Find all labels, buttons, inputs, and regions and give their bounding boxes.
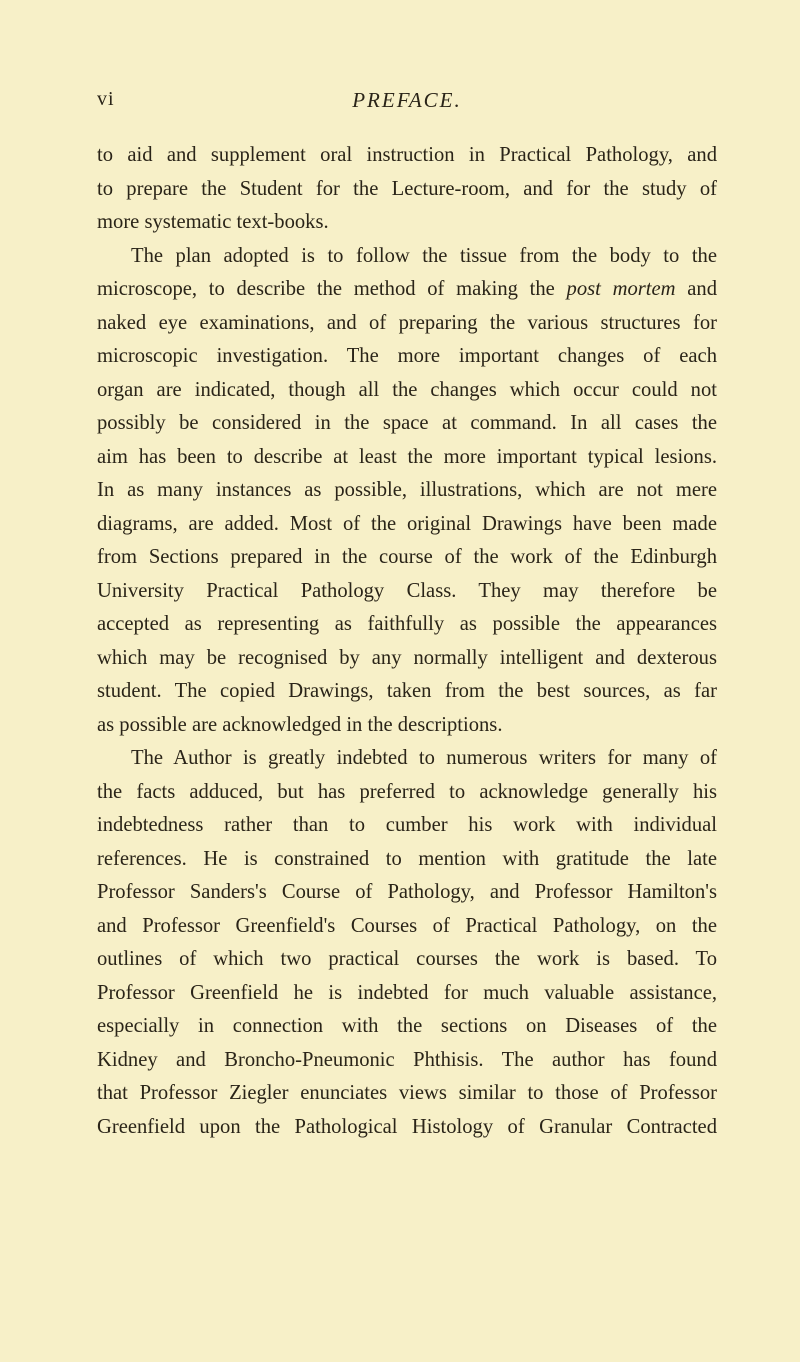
text-line: diagrams, are added. Most of the original Drawings have been made [97,512,717,535]
text-line: In as many instances as possible, illustrations, which are not mere [97,479,717,501]
text-line: aim has been to describe at least the more important typical lesions. [97,445,717,468]
running-head [97,88,717,116]
text-line: microscopic investigation. The more important changes of each [97,345,717,367]
text-line: organ are indicated, though all the changes which occur could not [97,378,717,401]
text-line: references. He is constrained to mention with gratitude the late [97,847,717,870]
text-fragment: and [687,278,717,300]
text-line: Kidney and Broncho-Pneumonic Phthisis. The author has found [97,1048,717,1071]
text-line: the facts adduced, but has preferred to acknowledge generally his [97,780,717,803]
text-line: more systematic text-books. [97,211,329,233]
text-line: as possible are acknowledged in the descriptions. [97,713,503,736]
preface-body [97,139,717,1144]
text-line: student. The copied Drawings, taken from the best sources, as far [97,680,717,702]
text-line: from Sections prepared in the course of the work of the Edinburgh [97,546,717,568]
text-line: especially in connection with the sections on Diseases of the [97,1015,717,1037]
text-line: outlines of which two practical courses the work is based. To [97,948,717,970]
text-line: The plan adopted is to follow the tissue from the body to the [131,244,717,267]
text-line: Greenfield upon the Pathological Histology of Granular Contracted [97,1115,717,1138]
text-line: University Practical Pathology Class. They may therefore be [97,579,717,602]
text-line: and Professor Greenfield's Courses of Practical Pathology, on the [97,914,717,937]
text-line: which may be recognised by any normally intelligent and dexterous [97,646,717,669]
text-line: possibly be considered in the space at command. In all cases the [97,412,717,434]
text-line: accepted as representing as faithfully as possible the appearances [97,613,717,635]
italic-phrase: post mortem [566,278,676,300]
text-line: Professor Greenfield he is indebted for much valuable assistance, [97,981,717,1004]
text-line: The Author is greatly indebted to numerous writers for many of [131,747,717,769]
text-line [97,273,717,307]
page-number: vi [97,88,115,110]
text-line: to prepare the Student for the Lecture-room, and for the study of [97,177,717,200]
text-line: that Professor Ziegler enunciates views similar to those of Professor [97,1082,717,1104]
running-title: PREFACE. [352,88,462,112]
text-line: indebtedness rather than to cumber his work with individual [97,814,717,836]
text-line: to aid and supplement oral instruction in Practical Pathology, and [97,144,717,166]
text-line: Professor Sanders's Course of Pathology, and Professor Hamilton's [97,881,717,903]
text-line: naked eye examinations, and of preparing the various structures for [97,311,717,334]
text-fragment: microscope, to describe the method of making the [97,278,555,300]
